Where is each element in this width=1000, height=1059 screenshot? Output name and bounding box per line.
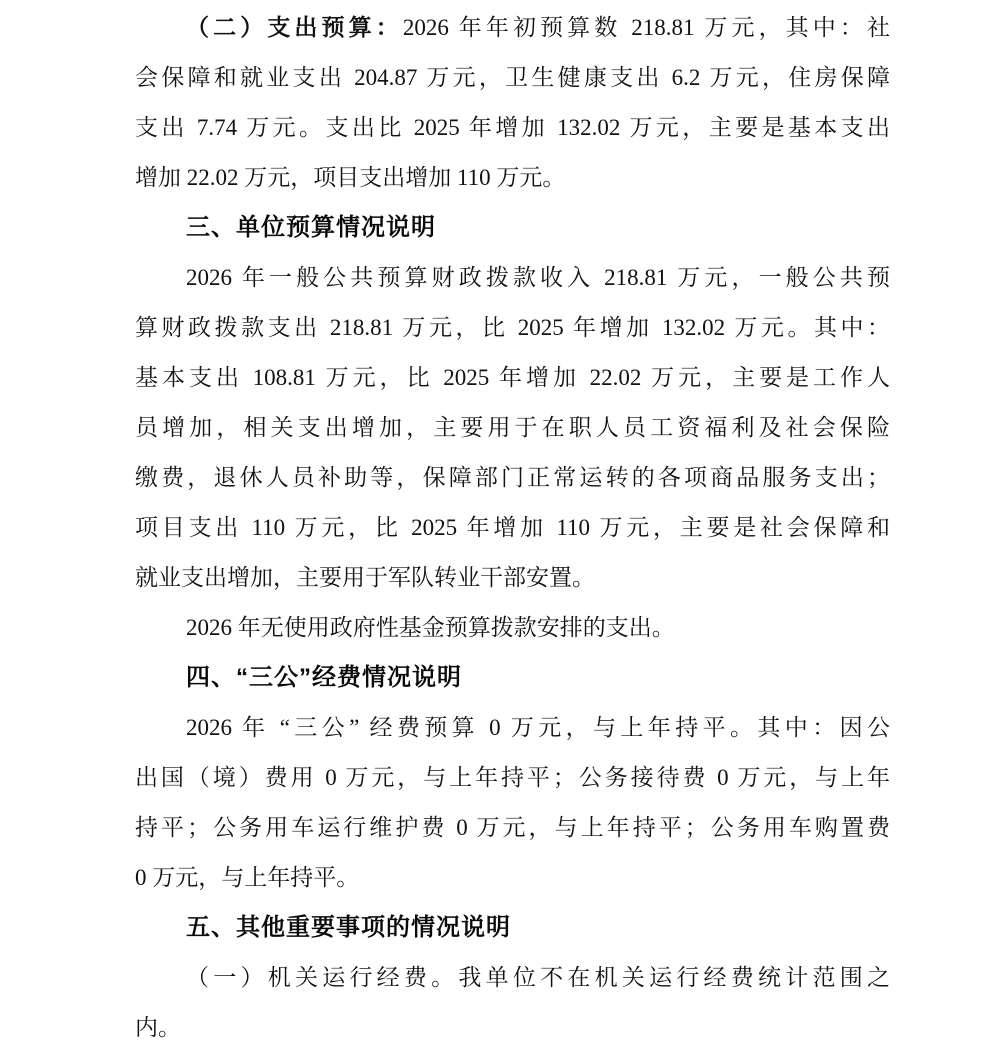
text-line: （二）支出预算：2026 年年初预算数 218.81 万元，其中：社 — [186, 15, 890, 40]
section-heading: 五、其他重要事项的情况说明 — [186, 914, 511, 941]
text-line: 0 万元，与上年持平。 — [135, 865, 360, 890]
text-line: 项目支出 110 万元，比 2025 年增加 110 万元，主要是社会保障和 — [135, 515, 890, 540]
text-line: 2026 年一般公共预算财政拨款收入 218.81 万元，一般公共预 — [186, 265, 890, 290]
text-line: 基本支出 108.81 万元，比 2025 年增加 22.02 万元，主要是工作人 — [135, 365, 890, 390]
text-line: 支出 7.74 万元。支出比 2025 年增加 132.02 万元，主要是基本支出 — [135, 115, 890, 140]
text-line: 员增加，相关支出增加，主要用于在职人员工资福利及社会保险 — [135, 415, 890, 440]
bold-lead-label: （二）支出预算： — [186, 15, 403, 40]
text-line: 缴费，退休人员补助等，保障部门正常运转的各项商品服务支出； — [135, 465, 890, 490]
text-line: 持平；公务用车运行维护费 0 万元，与上年持平；公务用车购置费 — [135, 815, 890, 840]
text-line: 2026 年 “三公” 经费预算 0 万元，与上年持平。其中：因公 — [186, 715, 890, 740]
text-line: 算财政拨款支出 218.81 万元，比 2025 年增加 132.02 万元。其中： — [135, 315, 890, 340]
section-heading: 三、单位预算情况说明 — [186, 214, 436, 241]
section-heading: 四、“三公”经费情况说明 — [186, 664, 462, 691]
text-line: 内。 — [135, 1015, 181, 1040]
text-line: （一）机关运行经费。我单位不在机关运行经费统计范围之 — [186, 965, 890, 990]
text-line: 增加 22.02 万元，项目支出增加 110 万元。 — [135, 165, 566, 190]
text-line: 出国（境）费用 0 万元，与上年持平；公务接待费 0 万元，与上年 — [135, 765, 890, 790]
text-line: 会保障和就业支出 204.87 万元，卫生健康支出 6.2 万元，住房保障 — [135, 65, 890, 90]
text-line: 就业支出增加，主要用于军队转业干部安置。 — [135, 565, 595, 590]
text-line: 2026 年无使用政府性基金预算拨款安排的支出。 — [186, 615, 675, 640]
